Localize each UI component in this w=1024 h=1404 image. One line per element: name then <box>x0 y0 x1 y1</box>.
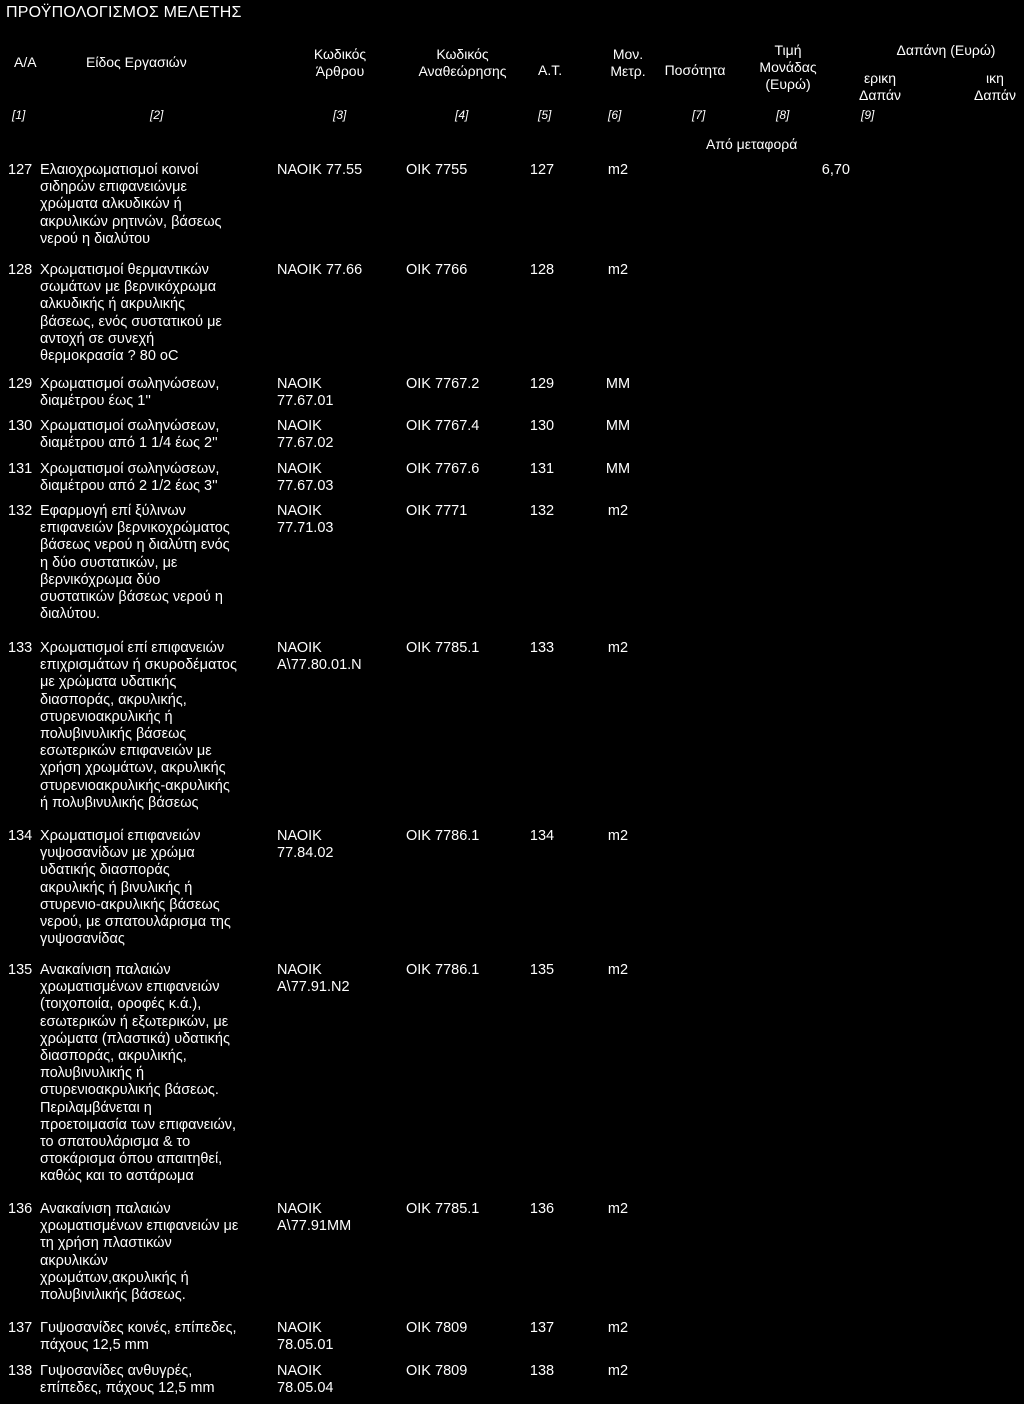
row-at: 131 <box>529 461 555 477</box>
row-unit: ΜΜ <box>605 418 631 434</box>
row-revision-code: ΟΙΚ 7809 <box>406 1363 468 1379</box>
row-article-code: ΝΑΟΙΚ 78.05.01 <box>277 1320 334 1354</box>
row-unit: m2 <box>607 962 629 978</box>
column-index-3: [3] <box>333 108 347 122</box>
row-at: 127 <box>529 162 555 178</box>
row-article-code: ΝΑΟΙΚ 77.67.03 <box>277 461 334 495</box>
header-cost-partial: ερικη Δαπάν <box>859 70 901 103</box>
row-number: 135 <box>8 962 33 978</box>
row-unit: ΜΜ <box>605 376 631 392</box>
row-unit: m2 <box>607 503 629 519</box>
row-at: 128 <box>529 262 555 278</box>
row-at: 130 <box>529 418 555 434</box>
row-unit: m2 <box>607 640 629 656</box>
row-revision-code: ΟΙΚ 7767.4 <box>406 418 480 434</box>
row-description: Χρωματισμοί σωληνώσεων, διαμέτρου από 2 1/2 έως 3'' <box>40 461 220 495</box>
row-article-code: ΝΑΟΙΚ Α\77.91ΜΜ <box>277 1201 352 1235</box>
row-description: Χρωματισμοί επιφανειών γυψοσανίδων με χρώμα υδατικής διασποράς ακρυλικής ή βινυλικής ή στυρενιο-ακρυλικής βάσεως νερού, με σπατουλάρισμα της γυψοσανίδας <box>40 828 231 948</box>
row-number: 136 <box>8 1201 33 1217</box>
row-revision-code: ΟΙΚ 7786.1 <box>406 828 480 844</box>
row-at: 134 <box>529 828 555 844</box>
row-description: Ελαιοχρωματισμοί κοινοί σιδηρών επιφανειώνμε χρώματα αλκυδικών ή ακρυλικών ρητινών, βάσεως νερού η διαλύτου <box>40 162 222 247</box>
row-number: 130 <box>8 418 33 434</box>
row-description: Γυψοσανίδες κοινές, επίπεδες, πάχους 12,5 mm <box>40 1320 237 1354</box>
row-at: 133 <box>529 640 555 656</box>
row-number: 132 <box>8 503 33 519</box>
row-unit: m2 <box>607 828 629 844</box>
row-revision-code: ΟΙΚ 7755 <box>406 162 468 178</box>
row-description: Χρωματισμοί σωληνώσεων, διαμέτρου έως 1'' <box>40 376 220 410</box>
row-unit: m2 <box>607 1363 629 1379</box>
row-description: Χρωματισμοί επί επιφανειών επιχρισμάτων ή σκυροδέματος με χρώματα υδατικής διασποράς, ακρυλικής, στυρενιοακρυλικής ή πολυβινυλικής βάσεως εσωτερικών επιφανειών με χρήση χρωμάτων, ακρυλικής στυρενιοακρυλικής-ακρυλικής ή πολυβινυλικής βάσεως <box>40 640 237 811</box>
column-index-8: [8] <box>776 108 790 122</box>
row-number: 128 <box>8 262 33 278</box>
row-description: Χρωματισμοί σωληνώσεων, διαμέτρου από 1 1/4 έως 2'' <box>40 418 220 452</box>
row-article-code: ΝΑΟΙΚ 77.71.03 <box>277 503 334 537</box>
row-article-code: ΝΑΟΙΚ Α\77.91.Ν2 <box>277 962 350 996</box>
column-index-7: [7] <box>692 108 706 122</box>
column-index-4: [4] <box>455 108 469 122</box>
row-article-code: ΝΑΟΙΚ 77.67.02 <box>277 418 334 452</box>
row-description: Εφαρμογή επί ξύλινων επιφανειών βερνικοχρώματος βάσεως νερού η διαλύτη ενός η δύο συστατικών, με βερνικόχρωμα δύο συστατικών βάσεως νερού η διαλύτου. <box>40 503 230 623</box>
row-description: Χρωματισμοί θερμαντικών σωμάτων με βερνικόχρωμα αλκυδικής ή ακρυλικής βάσεως, ενός συστατικού με αντοχή σε συνεχή θερμοκρασία ? 80 oC <box>40 262 222 365</box>
row-revision-code: ΟΙΚ 7766 <box>406 262 468 278</box>
row-number: 137 <box>8 1320 33 1336</box>
column-index-2: [2] <box>150 108 164 122</box>
header-article-code: Κωδικός Άρθρου <box>313 46 367 79</box>
page-title: ΠΡΟΫΠΟΛΟΓΙΣΜΟΣ ΜΕΛΕΤΗΣ <box>6 4 242 21</box>
row-number: 127 <box>8 162 33 178</box>
row-unit: ΜΜ <box>605 461 631 477</box>
row-unit: m2 <box>607 162 629 178</box>
carry-over-label: Από μεταφορά <box>706 136 798 152</box>
row-at: 137 <box>529 1320 555 1336</box>
header-work-type: Είδος Εργασιών <box>86 54 187 70</box>
header-cost-total: ικη Δαπάν <box>974 70 1016 103</box>
row-at: 129 <box>529 376 555 392</box>
row-number: 134 <box>8 828 33 844</box>
row-article-code: ΝΑΟΙΚ 78.05.04 <box>277 1363 334 1397</box>
row-revision-code: ΟΙΚ 7767.6 <box>406 461 480 477</box>
row-at: 138 <box>529 1363 555 1379</box>
column-index-9: [9] <box>861 108 875 122</box>
row-article-code: ΝΑΟΙΚ 77.66 <box>277 262 363 278</box>
header-quantity: Ποσότητα <box>664 62 726 78</box>
header-unit-price: Τιμή Μονάδας (Ευρώ) <box>759 42 817 92</box>
row-revision-code: ΟΙΚ 7785.1 <box>406 1201 480 1217</box>
row-number: 129 <box>8 376 33 392</box>
row-revision-code: ΟΙΚ 7767.2 <box>406 376 480 392</box>
row-revision-code: ΟΙΚ 7786.1 <box>406 962 480 978</box>
row-description: Γυψοσανίδες ανθυγρές, επίπεδες, πάχους 12,5 mm <box>40 1363 215 1397</box>
row-at: 132 <box>529 503 555 519</box>
row-description: Ανακαίνιση παλαιών χρωματισμένων επιφανειών (τοιχοποιία, οροφές κ.ά.), εσωτερικών ή εξωτερικών, με χρώματα (πλαστικά) υδατικής διασποράς, ακρυλικής, πολυβινυλικής ή στυρενιοακρυλικής βάσεως. Περιλαμβάνεται η προετοιμασία των επιφανειών, το σπατουλάρισμα & το στοκάρισμα όπου απαιτηθεί, καθώς και το αστάρωμα <box>40 962 237 1185</box>
row-number: 138 <box>8 1363 33 1379</box>
row-article-code: ΝΑΟΙΚ 77.55 <box>277 162 363 178</box>
header-aa: Α/Α <box>14 54 37 70</box>
header-at: Α.Τ. <box>538 62 563 78</box>
column-index-1: [1] <box>12 108 26 122</box>
row-unit-price: 6,70 <box>821 162 850 178</box>
row-article-code: ΝΑΟΙΚ Α\77.80.01.Ν <box>277 640 362 674</box>
row-revision-code: ΟΙΚ 7809 <box>406 1320 468 1336</box>
row-unit: m2 <box>607 262 629 278</box>
row-description: Ανακαίνιση παλαιών χρωματισμένων επιφανειών με τη χρήση πλαστικών ακρυλικών χρωμάτων,ακρυλικής ή πολυβινιλικής βάσεως. <box>40 1201 239 1304</box>
row-article-code: ΝΑΟΙΚ 77.84.02 <box>277 828 334 862</box>
header-revision-code: Κωδικός Αναθεώρησης <box>418 46 507 79</box>
row-unit: m2 <box>607 1320 629 1336</box>
header-unit: Μον. Μετρ. <box>610 46 646 79</box>
row-number: 133 <box>8 640 33 656</box>
row-unit: m2 <box>607 1201 629 1217</box>
column-index-6: [6] <box>608 108 622 122</box>
row-number: 131 <box>8 461 33 477</box>
row-revision-code: ΟΙΚ 7785.1 <box>406 640 480 656</box>
row-at: 135 <box>529 962 555 978</box>
column-index-5: [5] <box>538 108 552 122</box>
header-cost: Δαπάνη (Ευρώ) <box>896 42 996 58</box>
row-article-code: ΝΑΟΙΚ 77.67.01 <box>277 376 334 410</box>
row-at: 136 <box>529 1201 555 1217</box>
row-revision-code: ΟΙΚ 7771 <box>406 503 468 519</box>
